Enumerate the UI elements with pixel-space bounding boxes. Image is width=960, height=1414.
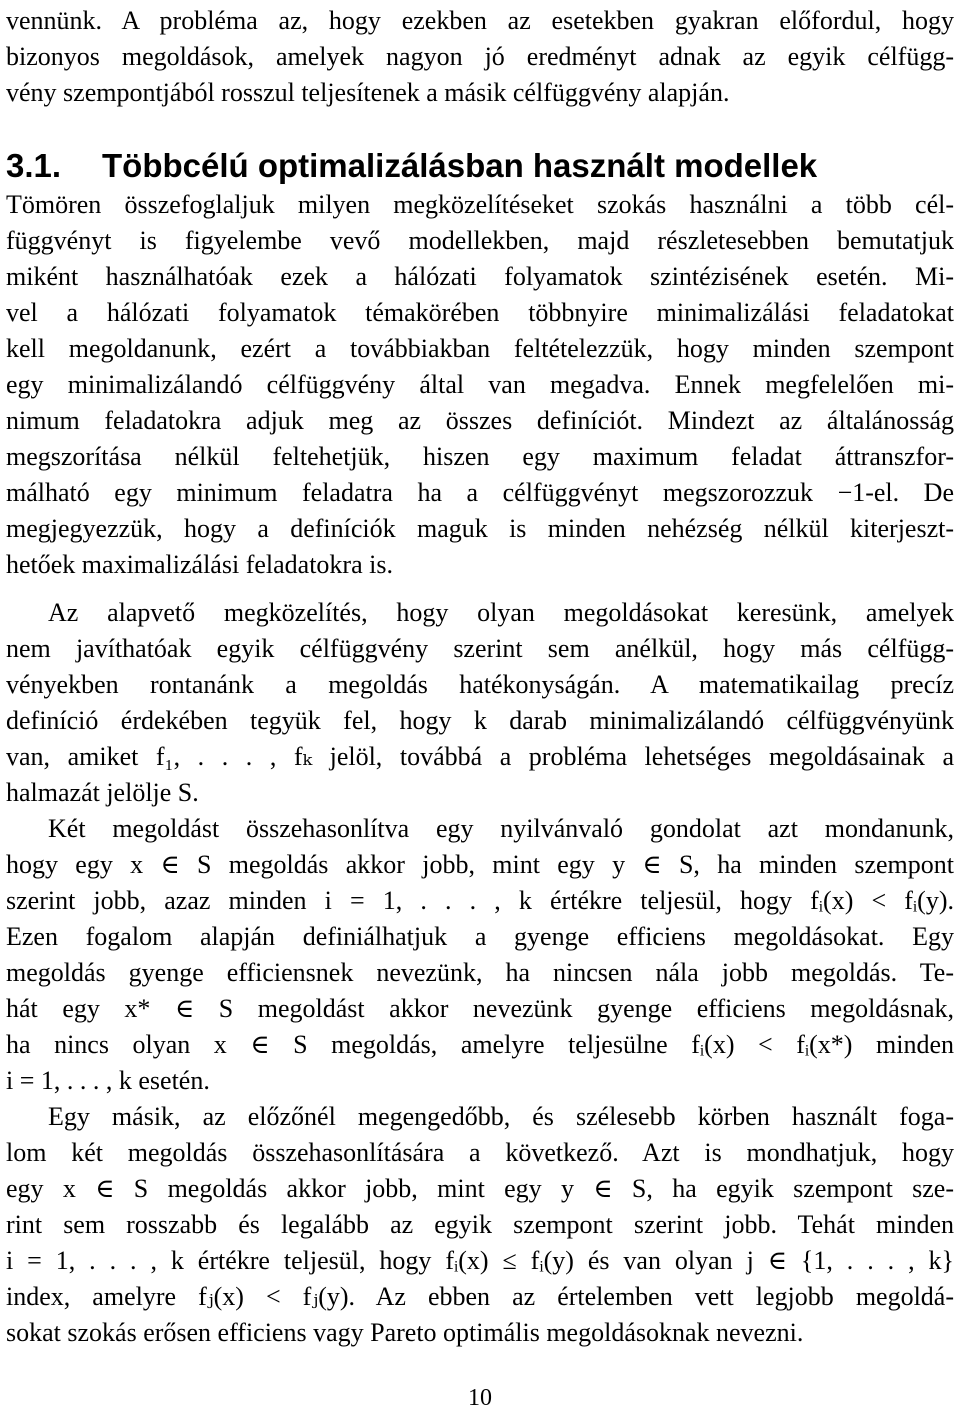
text-line: kell megoldanunk, ezért a továbbiakban feltételezzük, hogy minden szempont (6, 334, 954, 363)
section-title: Többcélú optimalizálásban használt modellek (102, 147, 818, 184)
text-line: Az alapvető megközelítés, hogy olyan megoldásokat keresünk, amelyek (48, 598, 954, 627)
text-line: ha nincs olyan x ∈ S megoldás, amelyre teljesülne fᵢ(x) < fᵢ(x*) minden (6, 1030, 954, 1059)
text-line: egy minimalizálandó célfüggvény által van megadva. Ennek megfelelően mi- (6, 370, 954, 399)
text-line: definíció érdekében tegyük fel, hogy k darab minimalizálandó célfüggvényünk (6, 706, 954, 735)
text-line: megoldás gyenge efficiensnek nevezünk, ha nincsen nála jobb megoldás. Te- (6, 958, 954, 987)
text-line: Tömören összefoglaljuk milyen megközelítéseket szokás használni a több cél- (6, 190, 954, 219)
text-line: hogy egy x ∈ S megoldás akkor jobb, mint egy y ∈ S, ha minden szempont (6, 850, 954, 879)
text-line: szerint jobb, azaz minden i = 1, . . . , k értékre teljesül, hogy fᵢ(x) < fᵢ(y). (6, 886, 954, 915)
text-line: vennünk. A probléma az, hogy ezekben az esetekben gyakran előfordul, hogy (6, 6, 954, 35)
text-line: vény szempontjából rosszul teljesítenek a másik célfüggvény alapján. (6, 78, 730, 107)
text-line: nimum feladatokra adjuk meg az összes definíciót. Mindezt az általánosság (6, 406, 954, 435)
text-line: vényekben rontanánk a megoldás hatékonyságán. A matematikailag precíz (6, 670, 954, 699)
section-number: 3.1. (6, 147, 62, 184)
text-line: index, amelyre fⱼ(x) < fⱼ(y). Az ebben az értelemben vett legjobb megoldá- (6, 1282, 954, 1311)
text-line: Két megoldást összehasonlítva egy nyilvánvaló gondolat azt mondanunk, (48, 814, 954, 843)
text-line: Egy másik, az előzőnél megengedőbb, és szélesebb körben használt foga- (48, 1102, 954, 1131)
text-line: i = 1, . . . , k esetén. (6, 1066, 210, 1095)
text-line: sokat szokás erősen efficiens vagy Pareto optimális megoldásoknak nevezni. (6, 1318, 804, 1347)
text-line: i = 1, . . . , k értékre teljesül, hogy fᵢ(x) ≤ fᵢ(y) és van olyan j ∈ {1, . . . , k} (6, 1246, 954, 1275)
text-line: hetőek maximalizálási feladatokra is. (6, 550, 393, 579)
page-number: 10 (468, 1385, 492, 1411)
text-line: nem javíthatóak egyik célfüggvény szerint sem anélkül, hogy más célfügg- (6, 634, 954, 663)
text-line: lom két megoldás összehasonlítására a következő. Azt is mondhatjuk, hogy (6, 1138, 954, 1167)
text-line: vel a hálózati folyamatok témakörében többnyire minimalizálási feladatokat (6, 298, 954, 327)
text-line: miként használhatóak ezek a hálózati folyamatok szintézisének esetén. Mi- (6, 262, 954, 291)
section-heading (6, 146, 954, 186)
text-line: rint sem rosszabb és legalább az egyik szempont szerint jobb. Tehát minden (6, 1210, 954, 1239)
text-line: egy x ∈ S megoldás akkor jobb, mint egy y ∈ S, ha egyik szempont sze- (6, 1174, 954, 1203)
text-line: Ezen fogalom alapján definiálhatjuk a gyenge efficiens megoldásokat. Egy (6, 922, 954, 951)
text-line: megszorítása nélkül feltehetjük, hiszen egy maximum feladat áttranszfor- (6, 442, 954, 471)
text-line: van, amiket f₁, . . . , fₖ jelöl, továbbá a probléma lehetséges megoldásainak a (6, 742, 954, 771)
text-line: hát egy x* ∈ S megoldást akkor nevezünk gyenge efficiens megoldásnak, (6, 994, 954, 1023)
text-line: halmazát jelölje S. (6, 778, 199, 807)
text-line: málható egy minimum feladatra ha a célfüggvényt megszorozzuk −1-el. De (6, 478, 954, 507)
text-line: bizonyos megoldások, amelyek nagyon jó eredményt adnak az egyik célfügg- (6, 42, 954, 71)
text-line: függvényt is figyelembe vevő modellekben, majd részletesebben bemutatjuk (6, 226, 954, 255)
text-line: megjegyezzük, hogy a definíciók maguk is minden nehézség nélkül kiterjeszt- (6, 514, 954, 543)
